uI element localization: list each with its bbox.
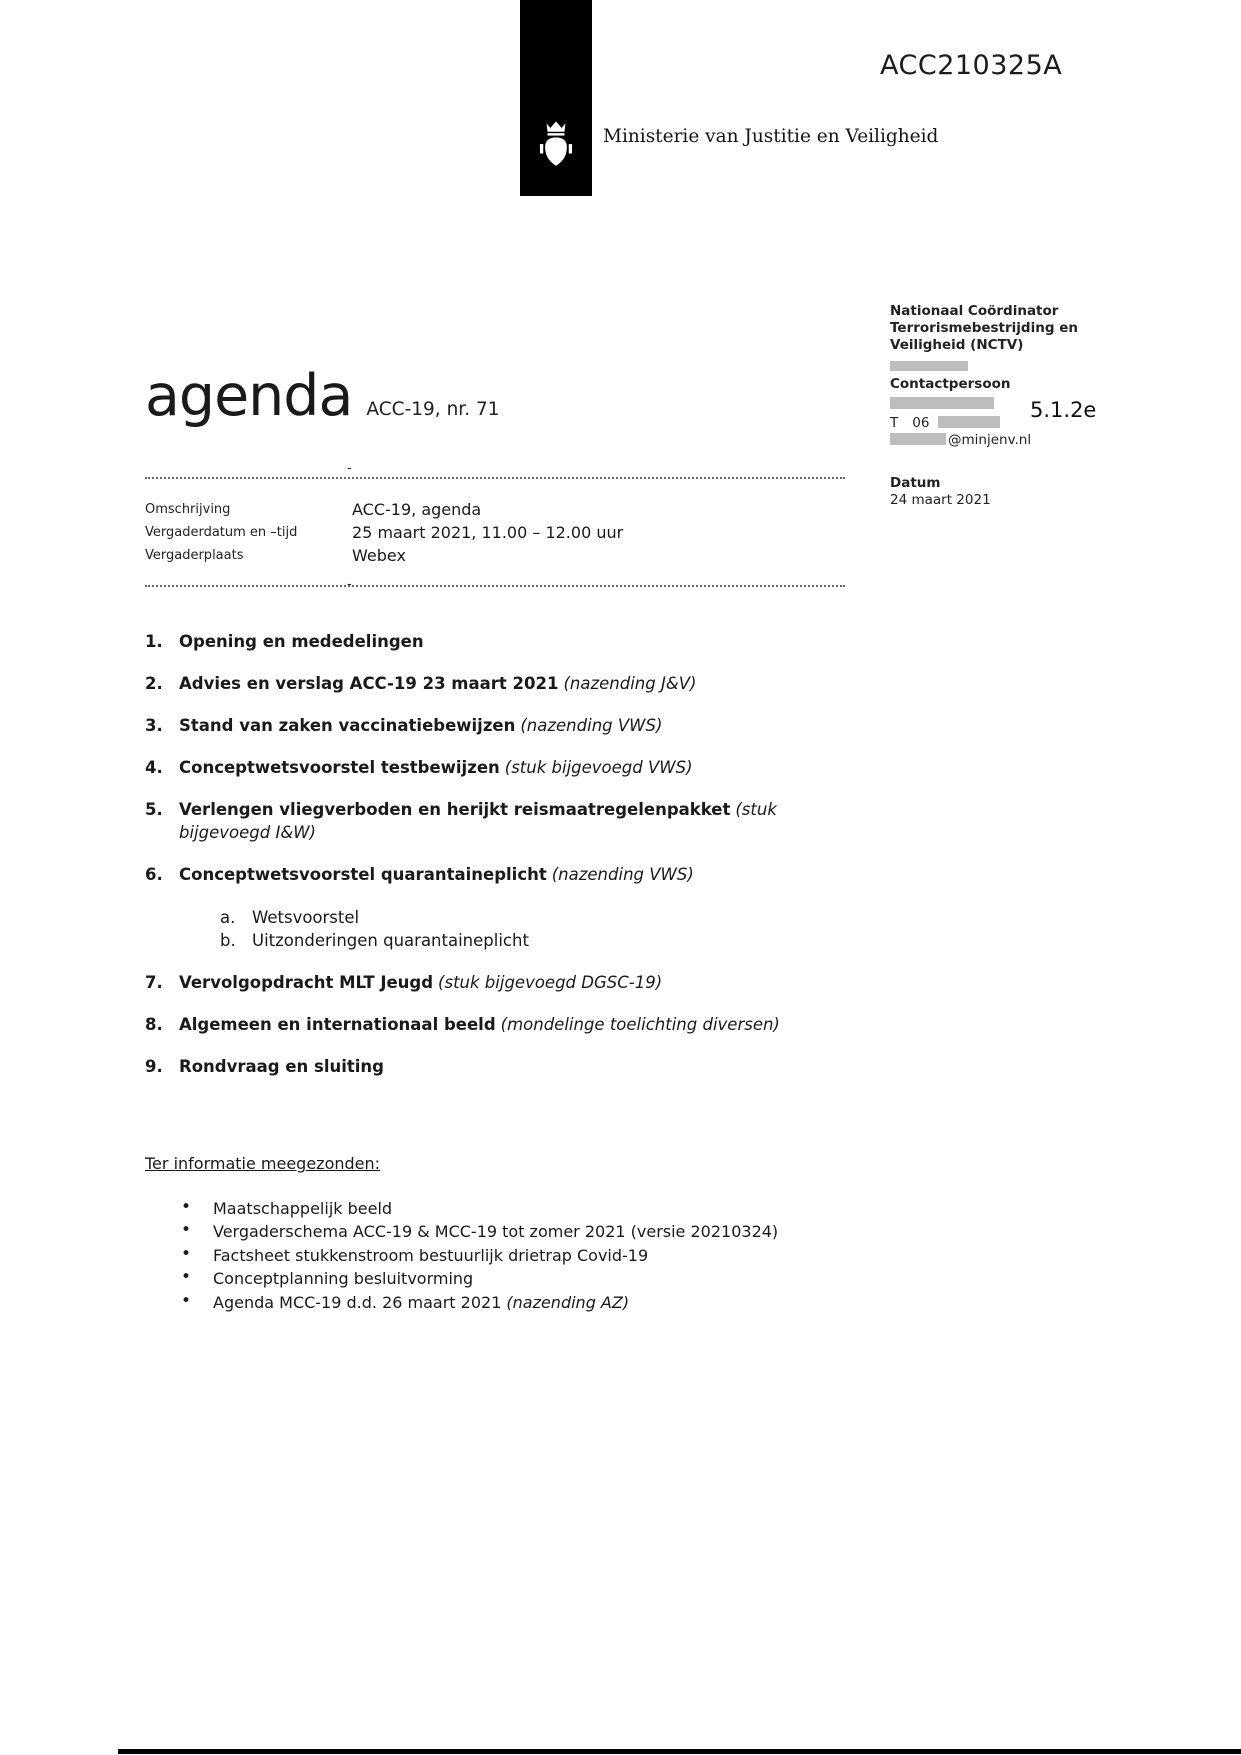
meta-label: Vergaderplaats bbox=[145, 548, 244, 563]
table-row bbox=[145, 544, 845, 567]
item-note: (stuk bijgevoegd VWS) bbox=[504, 758, 693, 777]
date-label: Datum bbox=[890, 475, 941, 491]
org-name-line: Nationaal Coördinator bbox=[890, 303, 1059, 319]
item-note: (stuk bijgevoegd I&W) bbox=[179, 800, 777, 842]
meta-value: ACC-19, agenda bbox=[352, 500, 482, 519]
meta-label: Vergaderdatum en –tijd bbox=[145, 525, 298, 540]
title-row bbox=[145, 364, 500, 430]
redacted-bar bbox=[890, 433, 946, 445]
agenda-item bbox=[145, 630, 845, 653]
sub-item-text: Uitzonderingen quarantaineplicht bbox=[252, 931, 529, 950]
agenda-item bbox=[145, 1013, 845, 1036]
bullet-icon: • bbox=[181, 1220, 192, 1240]
item-number: 3. bbox=[145, 716, 163, 735]
list-item bbox=[145, 1291, 865, 1315]
date-value: 24 maart 2021 bbox=[890, 492, 991, 508]
org-name-line: Terrorismebestrijding en bbox=[890, 320, 1078, 336]
page-bottom-rule bbox=[118, 1749, 1241, 1754]
redaction-ground-code: 5.1.2e bbox=[1030, 398, 1097, 422]
bullet-icon: • bbox=[181, 1196, 192, 1217]
sub-item-letter: a. bbox=[220, 908, 236, 927]
agenda-item bbox=[145, 863, 845, 952]
agenda-item bbox=[145, 971, 845, 994]
bullet-text: Maatschappelijk beeld bbox=[213, 1198, 393, 1218]
info-section-heading: Ter informatie meegezonden: bbox=[145, 1154, 381, 1173]
item-title: Conceptwetsvoorstel quarantaineplicht bbox=[179, 865, 547, 884]
meeting-meta-table bbox=[145, 498, 845, 567]
contact-person-label: Contactpersoon bbox=[890, 376, 1011, 392]
item-number: 9. bbox=[145, 1057, 163, 1076]
bullet-text: Agenda MCC-19 d.d. 26 maart 2021 bbox=[213, 1292, 502, 1312]
item-number: 8. bbox=[145, 1015, 163, 1034]
table-row bbox=[145, 498, 845, 521]
item-note: (nazending VWS) bbox=[520, 716, 663, 735]
item-number: 1. bbox=[145, 632, 163, 651]
list-item bbox=[145, 1267, 865, 1291]
coat-of-arms-icon bbox=[539, 118, 573, 172]
agenda-item bbox=[145, 672, 845, 695]
bullet-icon: • bbox=[181, 1267, 192, 1287]
item-title: Vervolgopdracht MLT Jeugd bbox=[179, 973, 434, 992]
page-title: agenda bbox=[145, 363, 353, 429]
item-title: Verlengen vliegverboden en herijkt reismaatregelenpakket bbox=[179, 800, 731, 819]
item-number: 4. bbox=[145, 758, 163, 777]
meta-value: Webex bbox=[352, 546, 406, 565]
item-number: 5. bbox=[145, 800, 163, 819]
item-title: Stand van zaken vaccinatiebewijzen bbox=[179, 716, 516, 735]
bullet-icon: • bbox=[181, 1243, 192, 1264]
agenda-item bbox=[145, 714, 845, 737]
org-name-line: Veiligheid (NCTV) bbox=[890, 337, 1024, 353]
bullet-text: Conceptplanning besluitvorming bbox=[213, 1269, 474, 1288]
agenda-item bbox=[145, 756, 845, 779]
phone-label: T bbox=[890, 415, 899, 431]
item-title: Conceptwetsvoorstel testbewijzen bbox=[179, 758, 500, 777]
meta-label: Omschrijving bbox=[145, 502, 231, 517]
item-number: 2. bbox=[145, 674, 163, 693]
item-note: (stuk bijgevoegd DGSC-19) bbox=[438, 973, 663, 992]
sub-item-text: Wetsvoorstel bbox=[252, 908, 360, 927]
bullet-note: (nazending AZ) bbox=[506, 1292, 630, 1312]
item-title: Advies en verslag ACC-19 23 maart 2021 bbox=[179, 674, 559, 693]
item-note: (nazending VWS) bbox=[551, 865, 694, 884]
rijksoverheid-logo-banner bbox=[520, 0, 592, 196]
field-marker: - bbox=[347, 577, 352, 592]
item-note: (mondelinge toelichting diversen) bbox=[500, 1015, 780, 1034]
field-marker: - bbox=[347, 461, 352, 476]
agenda-sub-list bbox=[179, 907, 845, 952]
ministry-name: Ministerie van Justitie en Veiligheid bbox=[603, 126, 939, 147]
dotted-divider bbox=[145, 477, 845, 479]
agenda-sub-item bbox=[220, 907, 845, 929]
agenda-item bbox=[145, 798, 845, 844]
agenda-sub-item bbox=[220, 930, 845, 952]
dotted-divider bbox=[145, 585, 845, 587]
email-row bbox=[890, 432, 1125, 449]
table-row bbox=[145, 521, 845, 544]
item-number: 7. bbox=[145, 973, 163, 992]
redacted-bar bbox=[938, 416, 1000, 428]
list-item bbox=[145, 1220, 865, 1244]
document-reference-code: ACC210325A bbox=[880, 50, 1063, 81]
bullet-text: Factsheet stukkenstroom bestuurlijk drietrap Covid-19 bbox=[213, 1245, 649, 1265]
sub-item-letter: b. bbox=[220, 931, 236, 950]
agenda-item bbox=[145, 1055, 845, 1078]
redacted-bar bbox=[890, 361, 968, 371]
page-subtitle: ACC-19, nr. 71 bbox=[366, 399, 500, 420]
list-item bbox=[145, 1244, 865, 1268]
info-section bbox=[145, 1152, 865, 1314]
redacted-bar bbox=[890, 397, 994, 409]
email-suffix: @minjenv.nl bbox=[948, 432, 1032, 448]
phone-digits: 06 bbox=[912, 415, 930, 431]
meta-value: 25 maart 2021, 11.00 – 12.00 uur bbox=[352, 523, 624, 542]
list-item bbox=[145, 1197, 865, 1221]
item-number: 6. bbox=[145, 865, 163, 884]
bullet-icon: • bbox=[181, 1290, 192, 1311]
item-note: (nazending J&V) bbox=[563, 674, 697, 693]
item-title: Algemeen en internationaal beeld bbox=[179, 1015, 496, 1034]
agenda-item-list bbox=[145, 630, 845, 1097]
bullet-text: Vergaderschema ACC-19 & MCC-19 tot zomer 2021 (versie 20210324) bbox=[213, 1222, 779, 1241]
item-title: Opening en mededelingen bbox=[179, 632, 424, 651]
item-title: Rondvraag en sluiting bbox=[179, 1057, 384, 1076]
